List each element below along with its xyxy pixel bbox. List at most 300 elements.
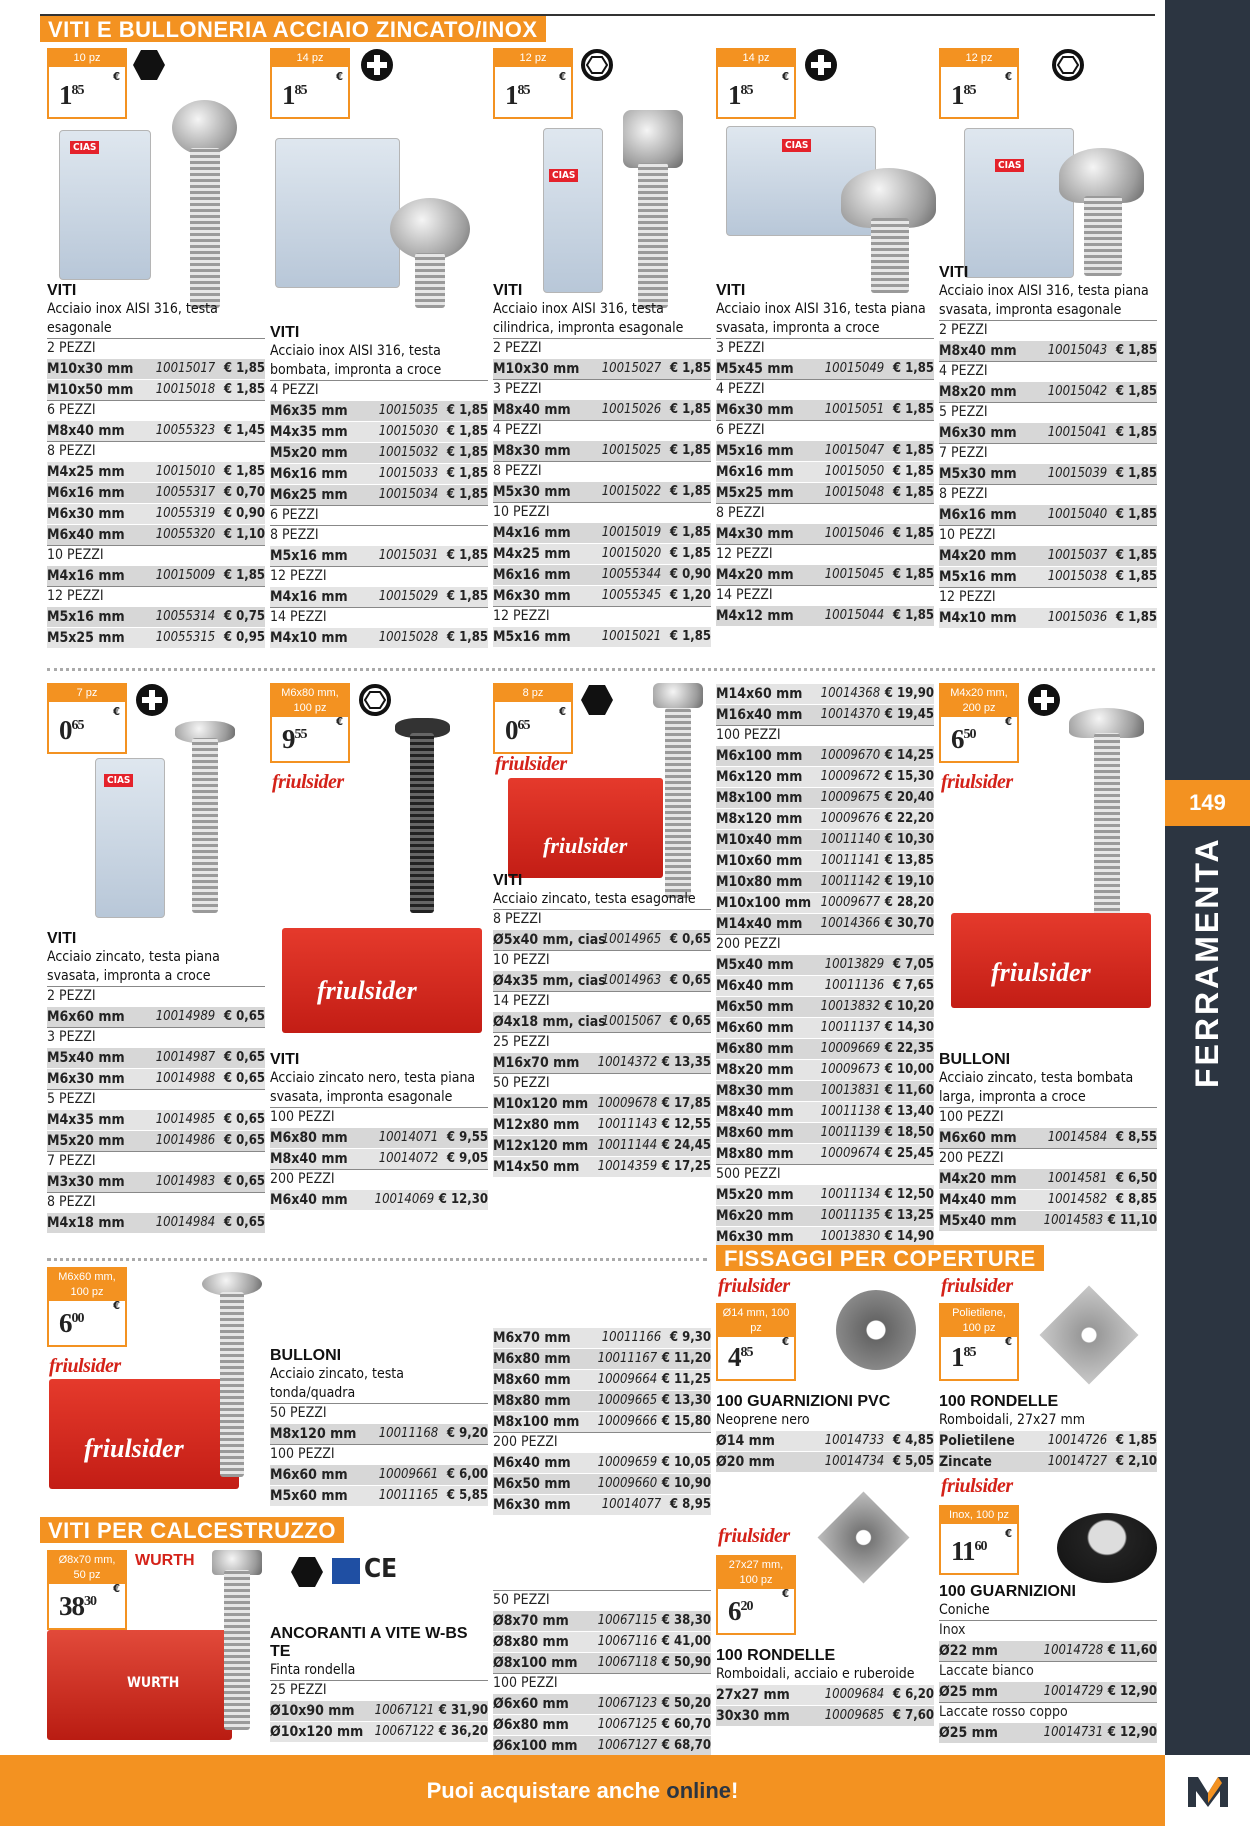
size-cell: M10x30 mm [493, 361, 580, 377]
price-cell: € 13,30 [661, 1393, 711, 1408]
price-cell: € 1,85 [669, 402, 711, 417]
price-cell: € 1,85 [446, 487, 488, 502]
price-value: $6^{50}$ [951, 724, 976, 754]
price-table-continued [716, 683, 934, 1247]
price-tag: Inox, 100 pz $11^{60}$ € [939, 1505, 1019, 1575]
size-cell: Ø8x100 mm [493, 1655, 578, 1671]
quantity-group-heading: 50 PEZZI [493, 1073, 711, 1093]
price-cell: € 1,85 [1115, 507, 1157, 522]
quantity-group-heading: 100 PEZZI [493, 1673, 711, 1693]
bolt-shank [415, 253, 445, 308]
size-cell: Ø8x80 mm [493, 1634, 569, 1650]
price-cell: € 10,90 [661, 1476, 711, 1491]
price-tag: 14 pz $1^{85}$ € [270, 48, 350, 119]
code-cell: 10011142 [820, 874, 881, 889]
cross-head-icon [360, 48, 394, 82]
cias-label: CIAS [782, 139, 811, 152]
code-cell: 10011138 [820, 1104, 881, 1119]
product-desc: Acciaio inox AISI 316, testa esagonale [47, 301, 218, 336]
size-cell: M8x80 mm [716, 1146, 794, 1162]
code-cell: 10067116 [597, 1634, 658, 1649]
code-cell: 10011165 [378, 1488, 439, 1503]
hex-socket-icon [580, 48, 614, 82]
washer-image [1040, 1286, 1139, 1385]
product-desc: Acciaio inox AISI 316, testa piana svasata, impronta a croce [716, 301, 926, 336]
size-cell: M6x80 mm [493, 1351, 571, 1367]
quantity-group-heading: 2 PEZZI [939, 320, 1157, 340]
size-cell: M6x35 mm [270, 403, 348, 419]
price-qty: M6x80 mm, 100 pz [272, 685, 348, 717]
size-cell: M5x16 mm [47, 609, 125, 625]
price-cell: € 9,05 [446, 1151, 488, 1166]
bolt-shank [410, 733, 434, 913]
size-cell: M4x16 mm [47, 568, 125, 584]
size-cell: M5x40 mm [47, 1050, 125, 1066]
code-cell: 10015027 [601, 361, 662, 376]
price-cell: € 19,90 [884, 686, 934, 701]
price-table [270, 1403, 488, 1506]
price-value: $1^{85}$ [728, 80, 753, 110]
size-cell: M6x50 mm [493, 1476, 571, 1492]
size-cell: M6x16 mm [47, 485, 125, 501]
product-desc: Romboidali, acciaio e ruberoide [716, 1666, 915, 1682]
footer-banner[interactable] [0, 1755, 1165, 1826]
size-cell: M10x100 mm [716, 895, 812, 911]
box-label: friulsider [317, 976, 417, 1005]
price-cell: € 1,85 [1115, 569, 1157, 584]
price-cell: € 1,85 [892, 402, 934, 417]
quantity-group-heading: 100 PEZZI [939, 1107, 1157, 1127]
quantity-group-heading: 10 PEZZI [493, 502, 711, 522]
table-row [493, 564, 711, 585]
price-qty: 27x27 mm, 100 pz [718, 1557, 794, 1589]
code-cell: 10009676 [820, 811, 881, 826]
price-value: $0^{65}$ [59, 715, 84, 745]
price-cell: € 0,65 [669, 932, 711, 947]
size-cell: M3x30 mm [47, 1174, 125, 1190]
size-cell: M8x120 mm [270, 1426, 357, 1442]
price-cell: € 11,25 [661, 1372, 711, 1387]
price-cell: € 1,10 [223, 527, 265, 542]
size-cell: M5x20 mm [47, 1133, 125, 1149]
size-cell: M5x16 mm [716, 443, 794, 459]
table-row [716, 766, 934, 787]
size-cell: M4x10 mm [939, 610, 1017, 626]
table-row [939, 1451, 1157, 1472]
quantity-group-heading: 10 PEZZI [47, 545, 265, 565]
product-desc: Neoprene nero [716, 1412, 810, 1428]
code-cell: 10009673 [820, 1062, 881, 1077]
price-cell: € 1,85 [669, 484, 711, 499]
size-cell: M5x40 mm [716, 957, 794, 973]
size-cell: M6x70 mm [493, 1330, 571, 1346]
size-cell: Ø10x120 mm [270, 1724, 364, 1740]
price-cell: € 1,85 [892, 443, 934, 458]
footer-text: Puoi acquistare anche [426, 1778, 667, 1803]
bolt-head [172, 100, 237, 155]
table-row [270, 1189, 488, 1210]
price-value: $1^{85}$ [951, 80, 976, 110]
product-title: ANCORANTI A VITE W-BS TE [270, 1625, 468, 1660]
code-cell: 10009669 [820, 1041, 881, 1056]
code-cell: 10014583 [1043, 1213, 1104, 1228]
quantity-group-heading: 14 PEZZI [493, 991, 711, 1011]
size-cell: M4x20 mm [939, 1171, 1017, 1187]
price-cell: € 0,65 [223, 1050, 265, 1065]
quantity-group-heading: 12 PEZZI [716, 544, 934, 564]
price-cell: € 1,85 [1115, 425, 1157, 440]
code-cell: 10015018 [155, 382, 216, 397]
cias-label: CIAS [995, 159, 1024, 172]
quantity-group-heading: 100 PEZZI [270, 1107, 488, 1127]
price-value: $1^{85}$ [59, 80, 84, 110]
table-row [939, 545, 1157, 566]
table-row [716, 704, 934, 725]
price-cell: € 41,00 [661, 1634, 711, 1649]
code-cell: 10011137 [820, 1020, 881, 1035]
table-row [716, 1080, 934, 1101]
quantity-group-heading: 4 PEZZI [716, 379, 934, 399]
quantity-group-heading: Laccate rosso coppo [939, 1702, 1157, 1722]
product-title: VITI [493, 282, 523, 299]
price-table [716, 1684, 934, 1726]
price-cell: € 13,25 [884, 1208, 934, 1223]
table-row [270, 400, 488, 421]
price-tag: Ø14 mm, 100 pz $4^{85}$ € [716, 1303, 796, 1381]
price-cell: € 1,20 [669, 588, 711, 603]
price-tag: M6x80 mm, 100 pz $9^{55}$ € [270, 683, 350, 763]
table-row [939, 1189, 1157, 1210]
quantity-group-heading: 100 PEZZI [270, 1444, 488, 1464]
size-cell: M4x25 mm [47, 464, 125, 480]
box-label: friulsider [84, 1434, 184, 1463]
size-cell: M6x40 mm [716, 978, 794, 994]
wurth-logo: WURTH [135, 1552, 195, 1569]
table-row [493, 1327, 711, 1348]
table-row [716, 358, 934, 379]
table-row [716, 850, 934, 871]
price-cell: € 1,85 [892, 526, 934, 541]
code-cell: 10014987 [155, 1050, 216, 1065]
quantity-group-heading: 25 PEZZI [270, 1680, 488, 1700]
washer-image [818, 1492, 910, 1584]
section-title-viti: VITI E BULLONERIA ACCIAIO ZINCATO/INOX [40, 16, 546, 42]
category-label: FERRAMENTA [1189, 836, 1225, 1088]
table-row [939, 504, 1157, 525]
product-desc: Romboidali, 27x27 mm [939, 1412, 1086, 1428]
code-cell: 10013831 [820, 1083, 881, 1098]
size-cell: M8x60 mm [716, 1125, 794, 1141]
product-viti-inox-bombata [270, 48, 488, 648]
code-cell: 10009674 [820, 1146, 881, 1161]
table-row [47, 1171, 265, 1192]
price-cell: € 11,10 [1107, 1213, 1157, 1228]
code-cell: 10014731 [1043, 1725, 1104, 1740]
price-tag: 12 pz $1^{85}$ € [939, 48, 1019, 119]
price-cell: € 1,85 [892, 464, 934, 479]
table-row [270, 586, 488, 607]
size-cell: M10x50 mm [47, 382, 134, 398]
size-cell: M8x40 mm [939, 343, 1017, 359]
price-qty: Ø8x70 mm, 50 pz [49, 1552, 125, 1584]
table-row [47, 1006, 265, 1027]
table-row [493, 358, 711, 379]
price-cell: € 11,60 [884, 1083, 934, 1098]
table-row [939, 463, 1157, 484]
size-cell: M10x30 mm [47, 361, 134, 377]
eu-flag-icon [332, 1558, 360, 1584]
price-value: $11^{60}$ [951, 1536, 987, 1566]
size-cell: M6x50 mm [716, 999, 794, 1015]
section-title-calcestruzzo: VITI PER CALCESTRUZZO [40, 1517, 344, 1543]
product-package [59, 130, 151, 280]
table-row [716, 564, 934, 585]
price-cell: € 14,30 [884, 1020, 934, 1035]
quantity-group-heading: 7 PEZZI [939, 443, 1157, 463]
price-cell: € 15,30 [884, 769, 934, 784]
box-label: WURTH [127, 1675, 180, 1691]
table-row [939, 1168, 1157, 1189]
price-cell: € 60,70 [661, 1717, 711, 1732]
size-cell: M4x30 mm [716, 526, 794, 542]
price-cell: € 1,85 [892, 608, 934, 623]
code-cell: 10014963 [601, 973, 662, 988]
table-row [493, 1052, 711, 1073]
brand-m-logo-icon [1165, 1755, 1250, 1826]
price-cell: € 1,85 [446, 424, 488, 439]
price-cell: € 50,20 [661, 1696, 711, 1711]
size-cell: M5x25 mm [716, 485, 794, 501]
table-row [716, 1451, 934, 1472]
size-cell: Ø14 mm [716, 1433, 775, 1449]
product-title: VITI [493, 872, 523, 889]
price-cell: € 1,85 [446, 403, 488, 418]
size-cell: M6x30 mm [493, 588, 571, 604]
size-cell: M8x20 mm [716, 1062, 794, 1078]
price-cell: € 1,85 [669, 525, 711, 540]
code-cell: 10009672 [820, 769, 881, 784]
size-cell: M6x40 mm [270, 1192, 348, 1208]
cross-head-icon [804, 48, 838, 82]
code-cell: 10015067 [601, 1014, 662, 1029]
cias-label: CIAS [104, 774, 133, 787]
price-cell: € 38,30 [661, 1613, 711, 1628]
price-tag: 7 pz $0^{65}$ € [47, 683, 127, 754]
code-cell: 10014728 [1043, 1643, 1104, 1658]
size-cell: Ø25 mm [939, 1684, 998, 1700]
table-row [493, 1114, 711, 1135]
price-cell: € 4,85 [892, 1433, 934, 1448]
price-tag: M6x60 mm, 100 pz $6^{00}$ € [47, 1267, 127, 1347]
size-cell: M6x120 mm [716, 769, 803, 785]
code-cell: 10015021 [601, 629, 662, 644]
product-viti-zincato-svasata [47, 683, 265, 1243]
table-row [939, 422, 1157, 443]
price-cell: € 0,65 [669, 973, 711, 988]
product-title: BULLONI [939, 1051, 1011, 1068]
table-row [939, 1210, 1157, 1231]
price-cell: € 22,20 [884, 811, 934, 826]
price-cell: € 50,90 [661, 1655, 711, 1670]
code-cell: 10015026 [601, 402, 662, 417]
code-cell: 10011135 [820, 1208, 881, 1223]
size-cell: Ø8x70 mm [493, 1613, 569, 1629]
code-cell: 10014582 [1047, 1192, 1108, 1207]
size-cell: M6x60 mm [47, 1009, 125, 1025]
size-cell: M5x25 mm [47, 630, 125, 646]
price-qty: 14 pz [718, 50, 794, 67]
table-row [270, 1485, 488, 1506]
price-value: $1^{85}$ [505, 80, 530, 110]
table-row [493, 1011, 711, 1032]
size-cell: M8x20 mm [939, 384, 1017, 400]
size-cell: M8x120 mm [716, 811, 803, 827]
price-value: $6^{20}$ [728, 1596, 753, 1626]
price-cell: € 13,85 [884, 853, 934, 868]
price-table-continued [493, 1590, 711, 1756]
price-cell: € 17,85 [661, 1096, 711, 1111]
size-cell: M8x30 mm [493, 443, 571, 459]
size-cell: M8x100 mm [716, 790, 803, 806]
code-cell: 10014988 [155, 1071, 216, 1086]
size-cell: M5x20 mm [716, 1187, 794, 1203]
price-table [939, 320, 1157, 628]
code-cell: 10014989 [155, 1009, 216, 1024]
size-cell: M6x30 mm [47, 1071, 125, 1087]
product-viti-inox-cilindrica [493, 48, 711, 648]
table-row [493, 1610, 711, 1631]
table-row [270, 545, 488, 566]
price-qty: 7 pz [49, 685, 125, 702]
table-row [939, 566, 1157, 587]
friulsider-logo: friulsider [941, 771, 1013, 793]
price-cell: € 9,55 [446, 1130, 488, 1145]
price-cell: € 1,85 [1115, 1433, 1157, 1448]
table-row [47, 606, 265, 627]
size-cell: M4x20 mm [939, 548, 1017, 564]
table-row [270, 1148, 488, 1169]
price-cell: € 14,90 [884, 1229, 934, 1244]
product-desc: Acciaio zincato, testa bombata larga, impronta a croce [939, 1070, 1134, 1105]
price-table [716, 338, 934, 626]
table-row [716, 1226, 934, 1247]
code-cell: 10014727 [1047, 1454, 1108, 1469]
size-cell: M10x60 mm [716, 853, 803, 869]
product-box [47, 1630, 232, 1740]
price-cell: € 5,05 [892, 1454, 934, 1469]
table-row [716, 1017, 934, 1038]
section-title-coperture: FISSAGGI PER COPERTURE [716, 1245, 1044, 1271]
size-cell: M4x35 mm [270, 424, 348, 440]
quantity-group-heading: 14 PEZZI [716, 585, 934, 605]
product-guarnizioni-coniche [939, 1475, 1157, 1745]
price-cell: € 5,85 [446, 1488, 488, 1503]
price-cell: € 11,60 [1107, 1643, 1157, 1658]
price-value: $6^{00}$ [59, 1308, 84, 1338]
size-cell: M6x30 mm [939, 425, 1017, 441]
product-bulloni-tonda-quadra [47, 1267, 487, 1507]
ce-mark-icon: CE [364, 1554, 398, 1584]
price-cell: € 0,65 [669, 1014, 711, 1029]
product-title: 100 RONDELLE [716, 1647, 836, 1664]
price-cell: € 7,65 [892, 978, 934, 993]
table-row [47, 627, 265, 648]
price-cell: € 0,65 [223, 1133, 265, 1148]
code-cell: 10009664 [597, 1372, 658, 1387]
product-viti-zincato-nero [270, 683, 488, 1243]
price-cell: € 20,40 [884, 790, 934, 805]
size-cell: Zincate [939, 1454, 992, 1470]
price-cell: € 9,20 [446, 1426, 488, 1441]
price-cell: € 1,85 [446, 589, 488, 604]
code-cell: 10015048 [824, 485, 885, 500]
friulsider-logo: friulsider [718, 1525, 790, 1547]
table-row [493, 1135, 711, 1156]
code-cell: 10055323 [155, 423, 216, 438]
quantity-group-heading: 25 PEZZI [493, 1032, 711, 1052]
quantity-group-heading: 10 PEZZI [493, 950, 711, 970]
price-cell: € 17,25 [661, 1159, 711, 1174]
price-table [493, 338, 711, 647]
table-row [270, 1464, 488, 1485]
product-viti-inox-svasata-esagonale [939, 48, 1157, 648]
price-cell: € 8,85 [1115, 1192, 1157, 1207]
price-tag: 10 pz $1^{85}$ € [47, 48, 127, 119]
code-cell: 10015043 [1047, 343, 1108, 358]
size-cell: Polietilene [939, 1433, 1015, 1449]
table-row [716, 996, 934, 1017]
product-title: VITI [47, 930, 77, 947]
price-table-continued [493, 1327, 711, 1515]
product-rondelle-ruberoide [716, 1505, 934, 1745]
price-qty: Polietilene, 100 pz [941, 1305, 1017, 1337]
table-row [493, 399, 711, 420]
price-cell: € 1,85 [1115, 610, 1157, 625]
size-cell: M5x20 mm [270, 445, 348, 461]
product-ancoranti [47, 1550, 487, 1750]
price-table [939, 1620, 1157, 1743]
table-row [493, 1735, 711, 1756]
table-row [270, 1721, 488, 1742]
price-cell: € 0,90 [669, 567, 711, 582]
size-cell: M5x16 mm [939, 569, 1017, 585]
footer-online-link[interactable]: online [666, 1778, 732, 1803]
table-row [716, 1059, 934, 1080]
table-row [716, 1038, 934, 1059]
table-row [493, 970, 711, 991]
table-row [716, 808, 934, 829]
price-cell: € 22,35 [884, 1041, 934, 1056]
product-package [275, 138, 400, 288]
size-cell: M6x80 mm [270, 1130, 348, 1146]
table-row [716, 975, 934, 996]
friulsider-logo: friulsider [495, 753, 567, 775]
code-cell: 10055320 [155, 527, 216, 542]
product-package [543, 128, 603, 293]
code-cell: 10055317 [155, 485, 216, 500]
product-box [282, 928, 482, 1033]
bolt-shank [220, 1292, 244, 1477]
price-table [493, 909, 711, 1177]
price-cell: € 10,20 [884, 999, 934, 1014]
price-cell: € 1,85 [1115, 384, 1157, 399]
price-tag: 27x27 mm, 100 pz $6^{20}$ € [716, 1555, 796, 1635]
price-table [270, 1680, 488, 1742]
code-cell: 10055344 [601, 567, 662, 582]
cross-head-icon [135, 683, 169, 717]
table-row [493, 1452, 711, 1473]
quantity-group-heading: 8 PEZZI [493, 461, 711, 481]
